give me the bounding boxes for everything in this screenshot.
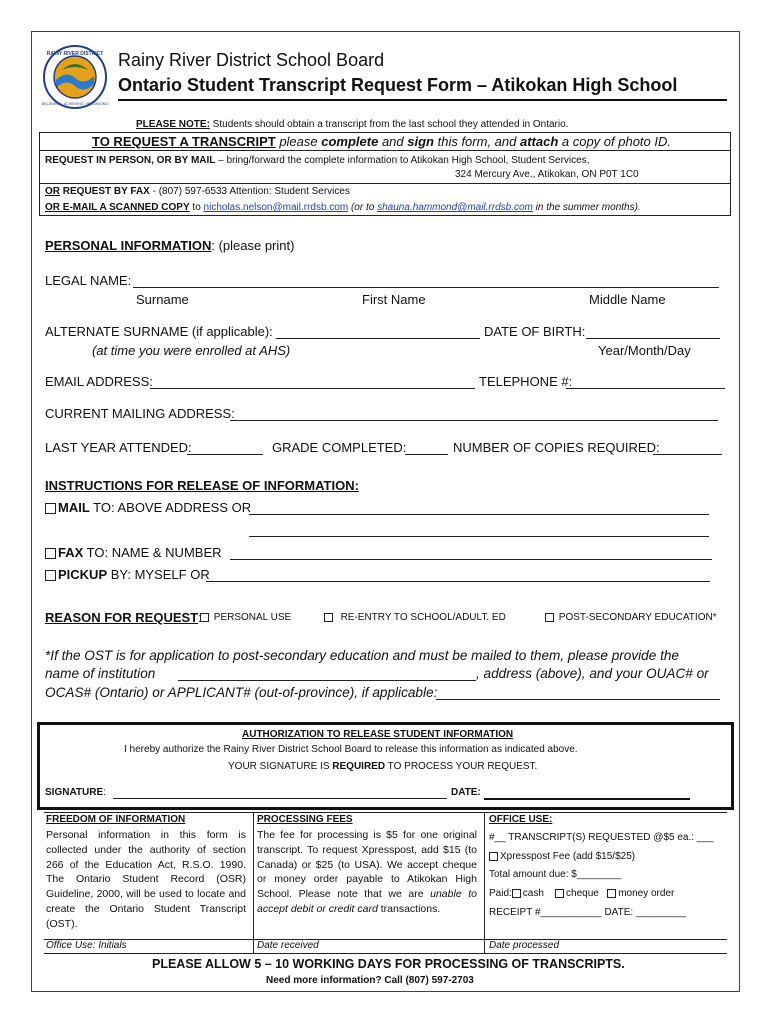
- fees-text-2: transactions.: [377, 902, 441, 915]
- postsec-label: POST-SECONDARY EDUCATION*: [558, 612, 717, 623]
- email-or: (or to: [348, 202, 378, 213]
- mail-option-label: MAIL: [58, 500, 90, 515]
- req-text-1: YOUR SIGNATURE IS: [228, 761, 333, 772]
- reentry-checkbox[interactable]: [324, 613, 333, 622]
- personal-heading-label: PERSONAL INFORMATION: [45, 238, 212, 253]
- cheque-label: cheque: [566, 888, 599, 899]
- fees-text: [257, 828, 477, 917]
- fax-checkbox[interactable]: [45, 548, 56, 559]
- email-to: to: [189, 202, 204, 213]
- personal-use-checkbox[interactable]: [200, 613, 209, 622]
- please-note-text: Students should obtain a transcript from the last school they attended in Ontario.: [209, 119, 569, 130]
- more-info-note: Need more information? Call (807) 597-2703: [266, 975, 474, 986]
- form-title: Ontario Student Transcript Request Form – Atikokan High School: [118, 75, 678, 95]
- mailing-address-field[interactable]: [230, 420, 718, 421]
- email-request-label: E-MAIL A SCANNED COPY: [60, 202, 190, 213]
- alt-surname-note: (at time you were enrolled at AHS): [92, 343, 291, 358]
- request-box-divider-2: [39, 183, 731, 184]
- auth-date-field[interactable]: [484, 798, 690, 800]
- reason-personal-use[interactable]: [200, 612, 291, 623]
- to-request-line: [92, 134, 671, 149]
- req-text-bold: REQUIRED: [332, 761, 386, 772]
- reason-heading: [45, 610, 202, 625]
- to-request-label: TO REQUEST A TRANSCRIPT: [92, 134, 276, 149]
- instr-2: and: [378, 134, 408, 149]
- phone-field[interactable]: [566, 388, 725, 389]
- grade-label: GRADE COMPLETED:: [272, 440, 407, 455]
- req-text-2: TO PROCESS YOUR REQUEST.: [385, 761, 538, 772]
- authorization-text: I hereby authorize the Rainy River District School Board to release this information as indicated above.: [124, 744, 578, 755]
- reentry-label: RE-ENTRY TO SCHOOL/ADULT. ED: [340, 612, 506, 623]
- grade-field[interactable]: [405, 454, 448, 455]
- middle-name-caption: Middle Name: [589, 292, 666, 307]
- dob-label: DATE OF BIRTH:: [484, 324, 586, 339]
- postsec-checkbox[interactable]: [545, 613, 554, 622]
- date-processed: Date processed: [489, 940, 560, 951]
- fax-option-text: TO: NAME & NUMBER: [83, 545, 222, 560]
- date-received: Date received: [257, 940, 319, 951]
- in-person-text: – bring/forward the complete information to Atikokan High School, Student Services,: [215, 155, 590, 166]
- foi-text: Personal information in this form is collected under the authority of section 266 of the Education Act, R.S.O. 1990. The Ontario Student Record (OSR) Guideline, 2000, will be used to locate and create the Ontario Student Transcript (OST).: [46, 829, 246, 930]
- applicant-number-field[interactable]: [436, 699, 720, 700]
- money-order-checkbox[interactable]: [607, 889, 616, 898]
- instr-complete: complete: [321, 134, 379, 149]
- mail-option[interactable]: [45, 500, 251, 515]
- request-box-divider: [39, 150, 731, 151]
- logo-top-text: RAINY RIVER DISTRICT: [46, 51, 104, 57]
- phone-label: TELEPHONE #:: [479, 374, 573, 389]
- office-paid-line: [489, 888, 674, 899]
- email-link-summer[interactable]: shauna.hammond@mail.rrdsb.com: [377, 202, 533, 213]
- money-order-label: money order: [618, 888, 675, 899]
- surname-caption: Surname: [136, 292, 189, 307]
- title-rule: [118, 99, 727, 101]
- fax-request-label: REQUEST BY FAX: [60, 186, 150, 197]
- fees-text-1: The fee for processing is $5 for one original transcript. To request Xpresspost, add $15 (to Canada) or $25 (to USA). We accept cheque or money order payable to Atikokan High School. Please note that we are: [257, 829, 477, 901]
- instr-sign: sign: [407, 134, 434, 149]
- signature-label: [45, 787, 106, 798]
- copies-field[interactable]: [653, 454, 722, 455]
- signature-colon: :: [103, 787, 106, 798]
- dob-field[interactable]: [586, 338, 720, 339]
- col-divider-1: [253, 812, 254, 954]
- personal-heading: [45, 238, 294, 253]
- personal-use-label: PERSONAL USE: [213, 612, 292, 623]
- or-label-2: OR: [45, 202, 60, 213]
- email-link-primary[interactable]: nicholas.nelson@mail.rrdsb.com: [203, 202, 349, 213]
- dob-format: Year/Month/Day: [598, 343, 691, 358]
- pickup-field[interactable]: [206, 581, 710, 582]
- foi-heading: FREEDOM OF INFORMATION: [46, 814, 186, 825]
- pickup-option-text: BY: MYSELF OR: [107, 567, 210, 582]
- pickup-option-label: PICKUP: [58, 567, 108, 582]
- email-field[interactable]: [150, 388, 475, 389]
- legal-name-field[interactable]: [133, 287, 719, 288]
- cash-label: cash: [522, 888, 544, 899]
- signature-label-text: SIGNATURE: [45, 787, 104, 798]
- alt-surname-field[interactable]: [276, 338, 480, 339]
- signature-field[interactable]: [113, 798, 447, 799]
- office-initials: Office Use: Initials: [46, 940, 127, 951]
- xpresspost-label: Xpresspost Fee (add $15/$25): [500, 851, 636, 862]
- first-name-caption: First Name: [362, 292, 426, 307]
- logo-bottom-text: BELIEVING · ACHIEVING · BELONGING: [42, 102, 108, 106]
- fax-option-label: FAX: [58, 545, 84, 560]
- mail-address-field-2[interactable]: [249, 536, 709, 537]
- mailing-address-label: CURRENT MAILING ADDRESS:: [45, 406, 235, 421]
- institution-field[interactable]: [178, 680, 476, 681]
- alt-surname-label: ALTERNATE SURNAME (if applicable):: [45, 324, 273, 339]
- email-line: [45, 202, 641, 213]
- school-board-logo: [42, 44, 108, 110]
- please-note: [136, 119, 568, 130]
- instr-4: a copy of photo ID.: [558, 134, 671, 149]
- mail-address-field-1[interactable]: [249, 514, 709, 515]
- or-label-1: OR: [45, 186, 60, 197]
- mail-option-text: TO: ABOVE ADDRESS OR: [89, 500, 252, 515]
- fax-request-text: - (807) 597-6533 Attention: Student Services: [149, 186, 350, 197]
- email-label: EMAIL ADDRESS:: [45, 374, 153, 389]
- cheque-checkbox[interactable]: [555, 889, 564, 898]
- fax-line: [45, 186, 350, 197]
- mail-checkbox[interactable]: [45, 503, 56, 514]
- ost-note-line-3: OCAS# (Ontario) or APPLICANT# (out-of-province), if applicable:: [45, 685, 438, 700]
- last-year-field[interactable]: [187, 454, 263, 455]
- office-transcripts-line: #__ TRANSCRIPT(S) REQUESTED @$5 ea.: ___: [489, 832, 714, 843]
- xpresspost-checkbox[interactable]: [489, 852, 498, 861]
- in-person-label: REQUEST IN PERSON, OR BY MAIL: [45, 155, 216, 166]
- instr-3: this form, and: [433, 134, 520, 149]
- processing-time-note: PLEASE ALLOW 5 – 10 WORKING DAYS FOR PROCESSING OF TRANSCRIPTS.: [152, 957, 625, 971]
- please-note-label: PLEASE NOTE:: [136, 119, 210, 130]
- pickup-checkbox[interactable]: [45, 570, 56, 581]
- release-heading: INSTRUCTIONS FOR RELEASE OF INFORMATION:: [45, 478, 359, 493]
- reason-postsec[interactable]: [545, 612, 717, 623]
- school-address: 324 Mercury Ave., Atikokan, ON P0T 1C0: [455, 169, 639, 180]
- ost-note-line-2b: , address (above), and your OUAC# or: [476, 666, 709, 681]
- paid-label: Paid:: [489, 888, 512, 899]
- office-total-line: Total amount due: $________: [489, 869, 622, 880]
- in-person-line: [45, 155, 589, 166]
- instr-attach: attach: [519, 134, 559, 149]
- fees-heading: PROCESSING FEES: [257, 814, 353, 825]
- legal-name-label: LEGAL NAME:: [45, 273, 132, 288]
- fax-option[interactable]: [45, 545, 222, 560]
- pickup-option[interactable]: [45, 567, 210, 582]
- board-name: Rainy River District School Board: [118, 50, 385, 70]
- footer-bottom-rule: [44, 953, 727, 954]
- office-receipt-line: RECEIPT #___________ DATE: _________: [489, 907, 686, 918]
- last-year-label: LAST YEAR ATTENDED:: [45, 440, 192, 455]
- ost-note-line-2a: name of institution: [45, 666, 156, 681]
- copies-label: NUMBER OF COPIES REQUIRED:: [453, 440, 660, 455]
- personal-heading-suffix: : (please print): [211, 238, 295, 253]
- col-divider-2: [484, 812, 485, 954]
- ost-note-line-1: *If the OST is for application to post-secondary education and must be mailed to them, please provide the: [45, 648, 679, 663]
- reason-heading-label: REASON FOR REQUEST: [45, 610, 199, 625]
- cash-checkbox[interactable]: [512, 889, 521, 898]
- fax-name-number-field[interactable]: [230, 559, 712, 560]
- authorization-heading: AUTHORIZATION TO RELEASE STUDENT INFORMATION: [242, 729, 514, 740]
- office-xpresspost-line: [489, 851, 635, 862]
- reason-reentry[interactable]: [324, 612, 506, 623]
- signature-required-note: [228, 761, 537, 772]
- reason-colon: :: [198, 610, 202, 625]
- auth-date-label: DATE:: [451, 787, 481, 798]
- fees-text-italic: unable to accept debit or credit card: [257, 888, 477, 915]
- office-use-heading: OFFICE USE:: [489, 814, 553, 825]
- instr-1: please: [275, 134, 322, 149]
- email-tail: in the summer months).: [532, 202, 641, 213]
